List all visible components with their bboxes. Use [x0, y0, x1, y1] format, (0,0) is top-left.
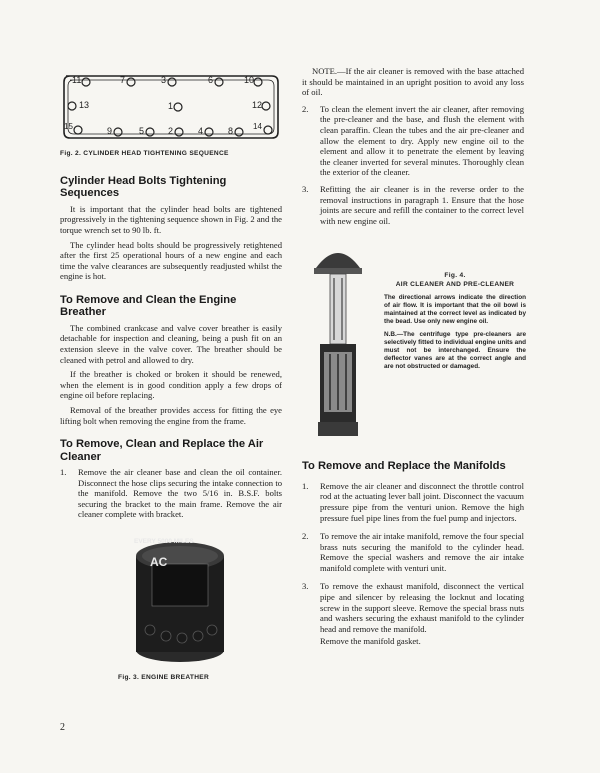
fig4-caption-title: AIR CLEANER AND PRE-CLEANER — [395, 281, 515, 289]
right-column — [302, 66, 524, 647]
breather-para-2: If the breather is choked or broken it should be renewed, when the element is in good condition apply a few drops of engine oil before replacing. — [60, 369, 282, 401]
item-text: To remove the air intake manifold, remove the four special brass nuts securing the manifold to the cylinder head. Remove the special washers and remove the air intake manifold complete with venturi unit. — [320, 531, 524, 573]
bolt-label: 5 — [139, 126, 145, 136]
breather-para-3: Removal of the breather provides access for fitting the eye lifting bolt when removing the engine from the frame. — [60, 404, 282, 426]
breather-label-miles: EVERY 5000 MILES — [134, 538, 194, 545]
item-number: 2. — [302, 531, 309, 542]
manifolds-final-step: Remove the manifold gasket. — [320, 636, 421, 647]
bolt-label: 1 — [168, 101, 174, 111]
item-number: 1. — [302, 480, 309, 491]
fig4-block — [302, 242, 524, 438]
bolts-para-2: The cylinder head bolts should be progressively retightened after the first 25 operational hours of a new engine and each time the valve clearances are subsequently readjusted whilst the engine is hot. — [60, 239, 282, 282]
item-number: 3. — [302, 183, 309, 194]
item-number: 1. — [60, 466, 67, 477]
bolt-label: 4 — [198, 126, 204, 136]
cylinder-head-diagram — [60, 70, 282, 142]
item-text: Refitting the air cleaner is in the reverse order to the removal instructions in paragraph 1. Ensure that the hose joints are secure and refill the container to the correct level with new engine oil. — [320, 183, 524, 226]
item-text: Remove the air cleaner base and clean the oil container. Disconnect the hose clips securing the intake connection to the manifold. Remove the two 5/16 in. B.S.F. bolts securing the bracket to the main frame. Remove the air cleaner complete with bracket. — [78, 466, 282, 520]
bolt-label: 9 — [107, 126, 113, 136]
fig4-note: N.B.—The centrifuge type pre-cleaners are selectively fitted to individual engine units and must not be interchanged. Ensure the deflector vanes are at the correct angle and are not obstructed or damaged. — [384, 331, 526, 371]
bolt-label: 10 — [244, 75, 255, 85]
manifolds-item-2 — [302, 531, 524, 573]
bolt-label: 12 — [252, 100, 263, 110]
fig4-text — [384, 272, 526, 371]
breather-label-brand: AC — [150, 555, 168, 569]
bolt-label: 8 — [228, 126, 234, 136]
fig4-description: The directional arrows indicate the direction of air flow. It is important that the oil bowl is maintained at the correct level as indicated by the bead. Use only new engine oil. — [384, 294, 526, 326]
manifolds-item-1 — [302, 481, 524, 523]
bolt-label: 6 — [208, 75, 214, 85]
aircleaner-heading: To Remove, Clean and Replace the Air Cleaner — [60, 438, 264, 463]
item-number: 3. — [302, 581, 309, 592]
item-text: To remove the exhaust manifold, disconnect the vertical pipe and silencer by releasing the locknut and locating screw in the support sleeve. Remove the special brass nuts and washers securing the exhaust manifold to the cylinder head and remove the manifold. — [320, 581, 524, 634]
fig2-caption: Fig. 2. CYLINDER HEAD TIGHTENING SEQUENCE — [60, 150, 229, 157]
item-text: Remove the air cleaner and disconnect the throttle control rod at the actuating lever ball joint. Disconnect the vacuum pressure pipe from the venturi union. Remove the high pressure fuel pipe lines from the fuel pump and injectors. — [320, 480, 524, 523]
manifolds-item-3 — [302, 581, 524, 634]
aircleaner-item-2 — [302, 104, 524, 178]
bolt-label: 13 — [79, 100, 90, 110]
bolt-label: 7 — [120, 75, 126, 85]
manifolds-heading: To Remove and Replace the Manifolds — [302, 460, 506, 473]
aircleaner-item-1 — [60, 467, 282, 520]
breather-para-1: The combined crankcase and valve cover breather is easily detachable for inspection and cleaning, being a push fit on an extension sleeve in the valve cover. The breather should be cleaned with petrol and allowed to dry. — [60, 322, 282, 365]
breather-heading: To Remove and Clean the Engine Breather — [60, 293, 237, 319]
bolt-label: 2 — [168, 126, 174, 136]
aircleaner-item-3 — [302, 184, 524, 226]
bolt-label: 14 — [253, 122, 262, 131]
engine-breather-image — [120, 530, 240, 670]
fig4-caption-number: Fig. 4. — [444, 272, 466, 280]
bolt-label: 3 — [161, 75, 167, 85]
air-cleaner-image — [308, 242, 368, 438]
note-para: NOTE.—If the air cleaner is removed with the base attached it should be maintained in an upright position to avoid any loss of oil. — [302, 66, 524, 98]
item-text: To clean the element invert the air cleaner, after removing the pre-cleaner and the base, and flush the element with clean paraffin. Clean the tubes and the air pre-cleaner and allow the element to dry. Apply new engine oil to the element and allow it to penetrate the element by leaving the cleaner inverted for several minutes. Thoroughly clean the exterior of the cleaner. — [320, 103, 524, 178]
fig3-caption: Fig. 3. ENGINE BREATHER — [118, 673, 210, 681]
bolt-label: 15 — [64, 122, 73, 131]
bolts-heading: Cylinder Head Bolts Tightening Sequences — [60, 175, 227, 200]
bolts-para-1: It is important that the cylinder head bolts are tightened progressively in the tightening sequence shown in Fig. 2 and the torque wrench set to 90 lb. ft. — [60, 203, 282, 235]
item-number: 2. — [302, 103, 309, 114]
bolt-label: 11 — [72, 75, 82, 85]
left-column — [60, 70, 282, 681]
page-number: 2 — [60, 722, 65, 733]
